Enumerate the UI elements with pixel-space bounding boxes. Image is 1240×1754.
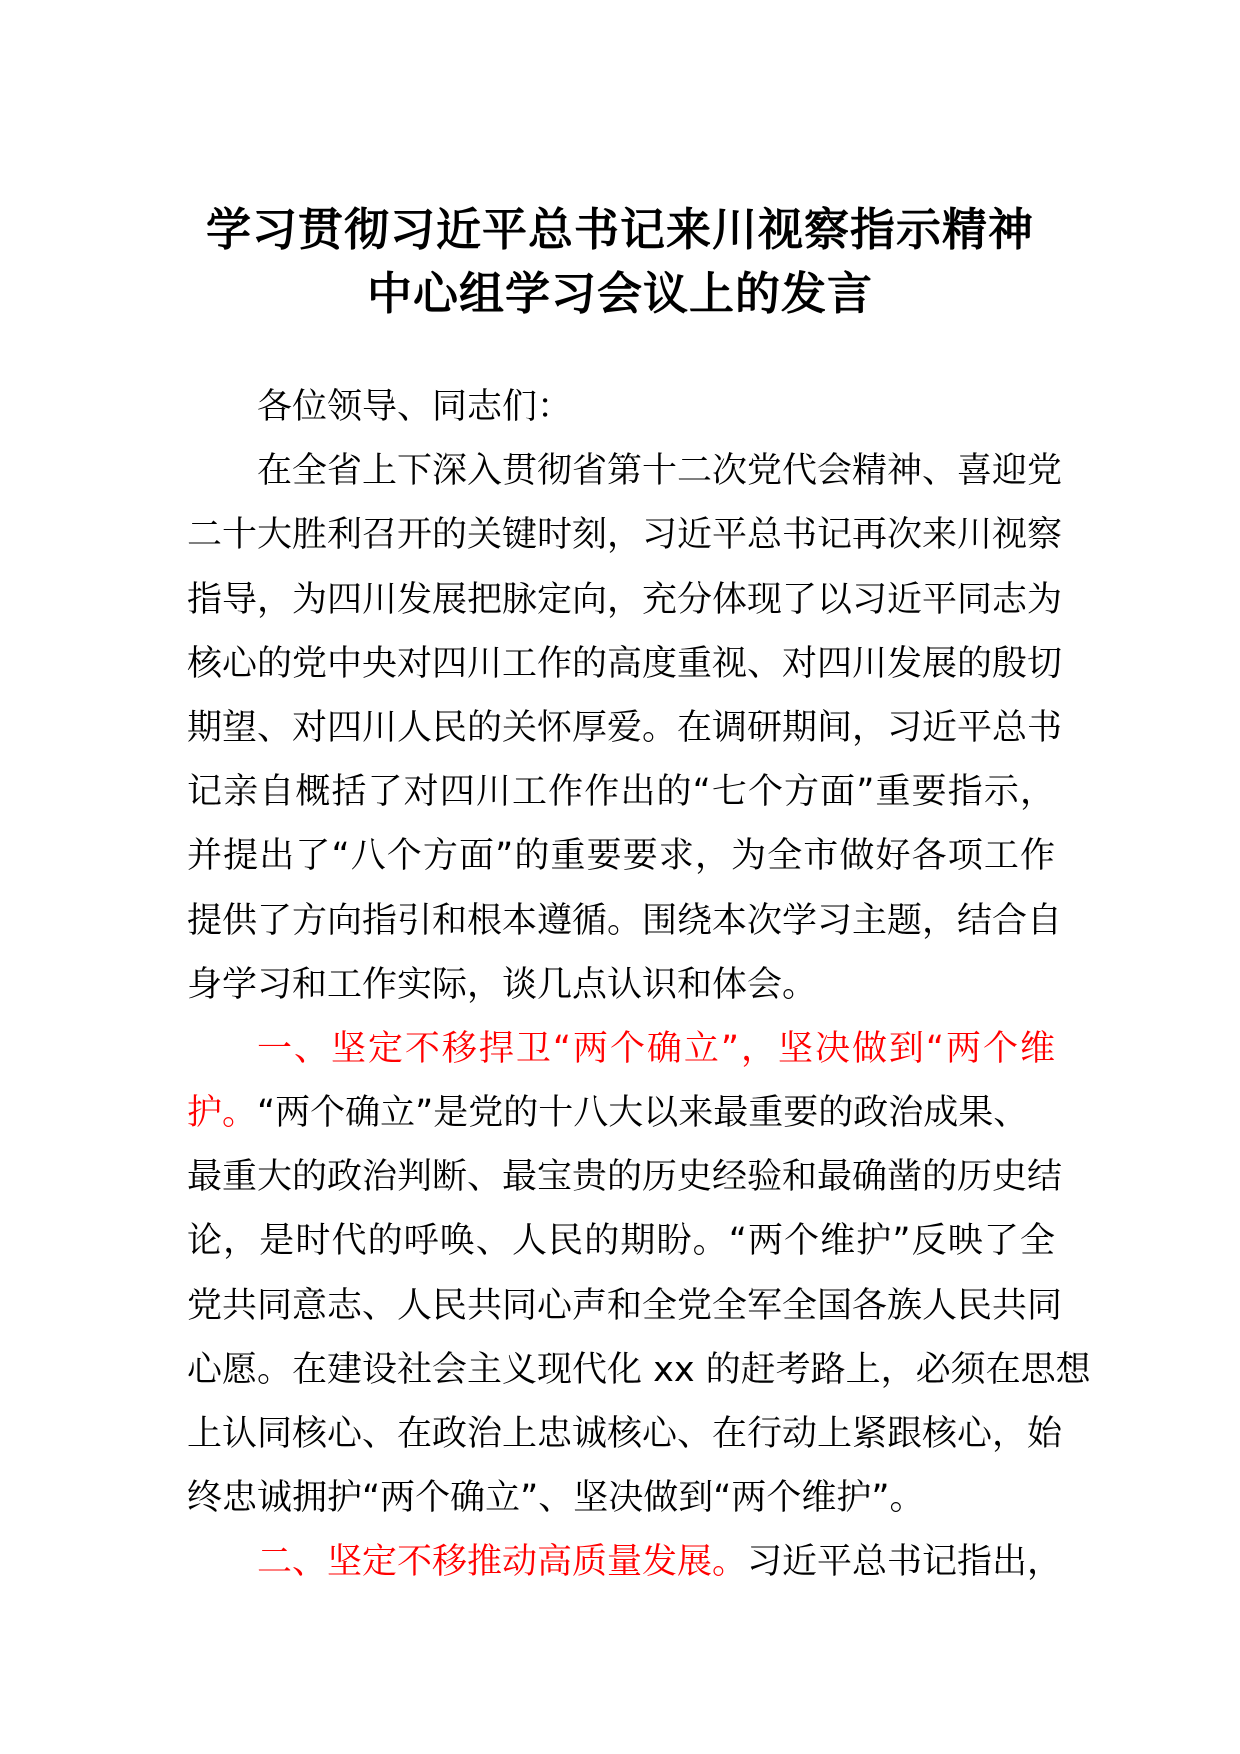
section-1-heading-end: 护。 <box>187 1093 258 1134</box>
section-2-heading-line <box>187 1530 1063 1594</box>
paragraph-1-line: 并提出了“八个方面”的重要要求，为全市做好各项工作 <box>187 836 1055 877</box>
paragraph-1-line: 记亲自概括了对四川工作作出的“七个方面”重要指示， <box>187 772 1055 813</box>
paragraph-1-line: 核心的党中央对四川工作的高度重视、对四川发展的殷切 <box>187 643 1063 684</box>
paragraph-1-line: 指导，为四川发展把脉定向，充分体现了以习近平同志为 <box>187 579 1063 620</box>
section-1-line <box>187 1081 1055 1145</box>
section-1-line: 上认同核心、在政治上忠诚核心、在行动上紧跟核心，始 <box>187 1414 1063 1454</box>
section-1-line: 心愿。在建设社会主义现代化 xx 的赶考路上，必须在思想 <box>187 1349 1091 1390</box>
paragraph-1-line: 在全省上下深入贯彻省第十二次党代会精神、喜迎党 <box>257 451 1063 492</box>
document-title-line-2: 中心组学习会议上的发言 <box>366 267 873 320</box>
section-1-heading: 一、坚定不移捍卫“两个确立”，坚决做到“两个维 <box>257 1028 1055 1069</box>
greeting: 各位领导、同志们： <box>257 387 573 427</box>
paragraph-1-line: 二十大胜利召开的关键时刻，习近平总书记再次来川视察 <box>187 515 1063 556</box>
section-1-text: “两个确立”是党的十八大以来最重要的政治成果、 <box>257 1093 1029 1134</box>
section-2-text: 习近平总书记指出， <box>747 1542 1063 1583</box>
paragraph-1-line: 提供了方向指引和根本遵循。围绕本次学习主题，结合自 <box>187 900 1063 941</box>
section-1-line: 最重大的政治判断、最宝贵的历史经验和最确凿的历史结 <box>187 1157 1063 1198</box>
document-title-line-1: 学习贯彻习近平总书记来川视察指示精神 <box>205 203 1034 256</box>
paragraph-1-line: 身学习和工作实际，谈几点认识和体会。 <box>187 964 818 1005</box>
section-1-line: 论，是时代的呼唤、人民的期盼。“两个维护”反映了全 <box>187 1221 1055 1262</box>
section-2-heading: 二、坚定不移推动高质量发展。 <box>257 1542 748 1583</box>
section-1-line: 党共同意志、人民共同心声和全党全军全国各族人民共同 <box>187 1285 1063 1326</box>
document-body <box>187 375 1091 1595</box>
section-1-line: 终忠诚拥护“两个确立”、坚决做到“两个维护”。 <box>187 1478 925 1519</box>
paragraph-1-line: 期望、对四川人民的关怀厚爱。在调研期间，习近平总书 <box>187 707 1063 748</box>
